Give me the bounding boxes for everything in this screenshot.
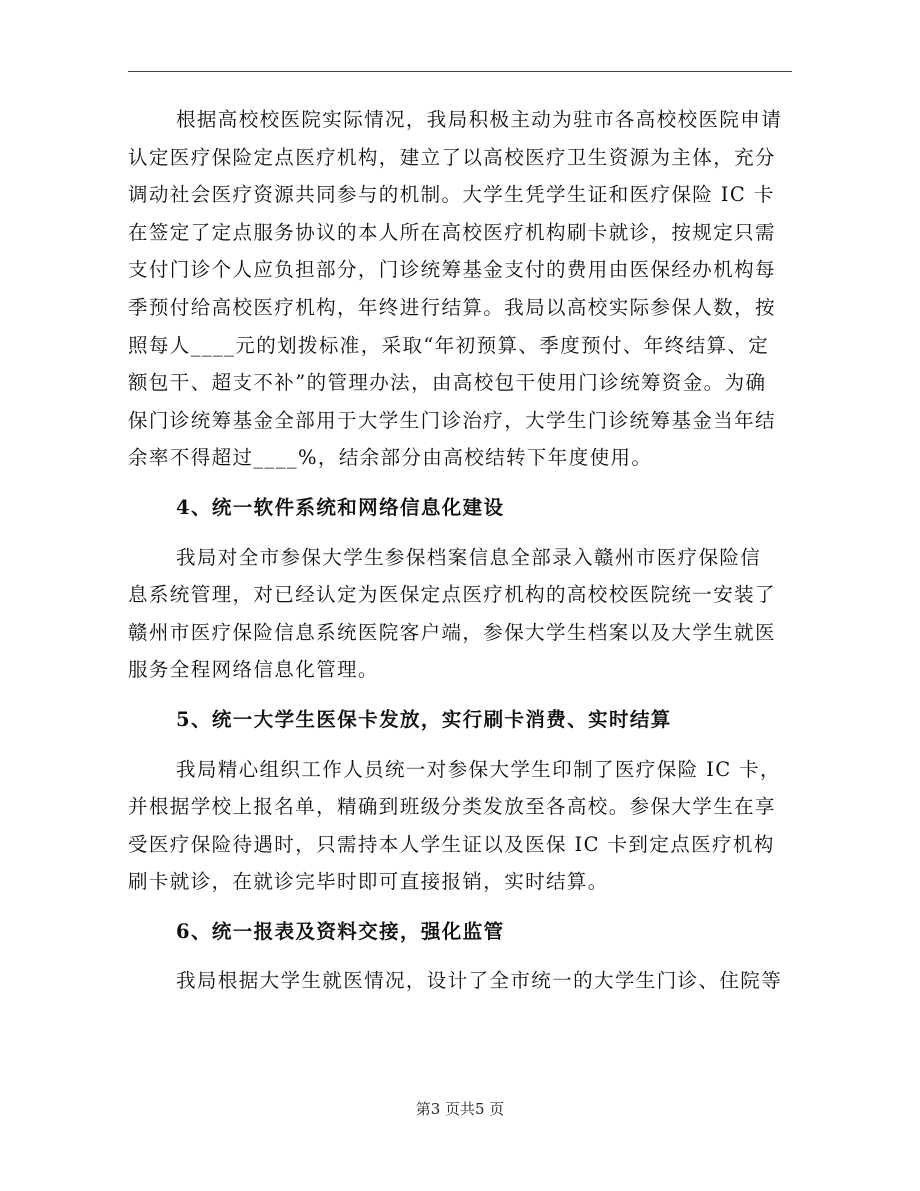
paragraph bbox=[128, 101, 792, 477]
paragraph-line: 受医疗保险待遇时，只需持本人学生证以及医保 IC 卡到定点医疗机构 bbox=[128, 832, 775, 856]
paragraph-line: 季预付给高校医疗机构，年终进行结算。我局以高校实际参保人数，按 bbox=[128, 295, 776, 319]
paragraph-line: 认定医疗保险定点医疗机构，建立了以高校医疗卫生资源为主体，充分 bbox=[128, 145, 776, 169]
paragraph-line: 息系统管理，对已经认定为医保定点医疗机构的高校校医院统一安装了 bbox=[128, 583, 776, 607]
paragraph-line: 保门诊统筹基金全部用于大学生门诊治疗，大学生门诊统筹基金当年结 bbox=[128, 408, 776, 432]
spacer bbox=[128, 689, 792, 701]
spacer bbox=[128, 950, 792, 962]
paragraph-line: 并根据学校上报名单，精确到班级分类发放至各高校。参保大学生在享 bbox=[128, 795, 776, 819]
paragraph-line: 刷卡就诊，在就诊完毕时即可直接报销，实时结算。 bbox=[128, 870, 609, 894]
paragraph bbox=[128, 962, 792, 1000]
document-body bbox=[128, 101, 792, 1000]
paragraph-line: 赣州市医疗保险信息系统医院客户端，参保大学生档案以及大学生就医 bbox=[128, 620, 776, 644]
page-number-footer: 第3 页共5 页 bbox=[415, 1100, 505, 1118]
paragraph bbox=[128, 539, 792, 689]
paragraph-line: 服务全程网络信息化管理。 bbox=[128, 658, 379, 682]
section-heading-6: 6、统一报表及资料交接，强化监管 bbox=[176, 919, 505, 943]
paragraph-line: 根据高校校医院实际情况，我局积极主动为驻市各高校校医院申请 bbox=[176, 108, 783, 131]
paragraph-line: 我局根据大学生就医情况，设计了全市统一的大学生门诊、住院等 bbox=[176, 969, 783, 993]
spacer bbox=[128, 527, 792, 539]
paragraph-line: 额包干、超支不补”的管理办法，由高校包干使用门诊统筹资金。为确 bbox=[128, 371, 767, 395]
paragraph-line: 在签定了定点服务协议的本人所在高校医疗机构刷卡就诊，按规定只需 bbox=[128, 220, 776, 244]
section-heading-4: 4、统一软件系统和网络信息化建设 bbox=[176, 495, 505, 519]
paragraph-line: 我局对全市参保大学生参保档案信息全部录入赣州市医疗保险信 bbox=[176, 545, 762, 569]
paragraph-line: 支付门诊个人应负担部分，门诊统筹基金支付的费用由医保经办机构每 bbox=[128, 258, 776, 282]
paragraph bbox=[128, 751, 792, 901]
header-rule bbox=[128, 71, 792, 72]
paragraph-line: 照每人____元的划拨标准，采取“年初预算、季度预付、年终结算、定 bbox=[128, 333, 770, 357]
paragraph-line: 调动社会医疗资源共同参与的机制。大学生凭学生证和医疗保险 IC 卡 bbox=[128, 183, 775, 207]
spacer bbox=[128, 477, 792, 489]
section-heading-5: 5、统一大学生医保卡发放，实行刷卡消费、实时结算 bbox=[176, 707, 672, 731]
paragraph-line: 我局精心组织工作人员统一对参保大学生印制了医疗保险 IC 卡， bbox=[176, 757, 781, 781]
spacer bbox=[128, 739, 792, 751]
paragraph-line: 余率不得超过____%，结余部分由高校结转下年度使用。 bbox=[128, 446, 653, 470]
spacer bbox=[128, 901, 792, 913]
